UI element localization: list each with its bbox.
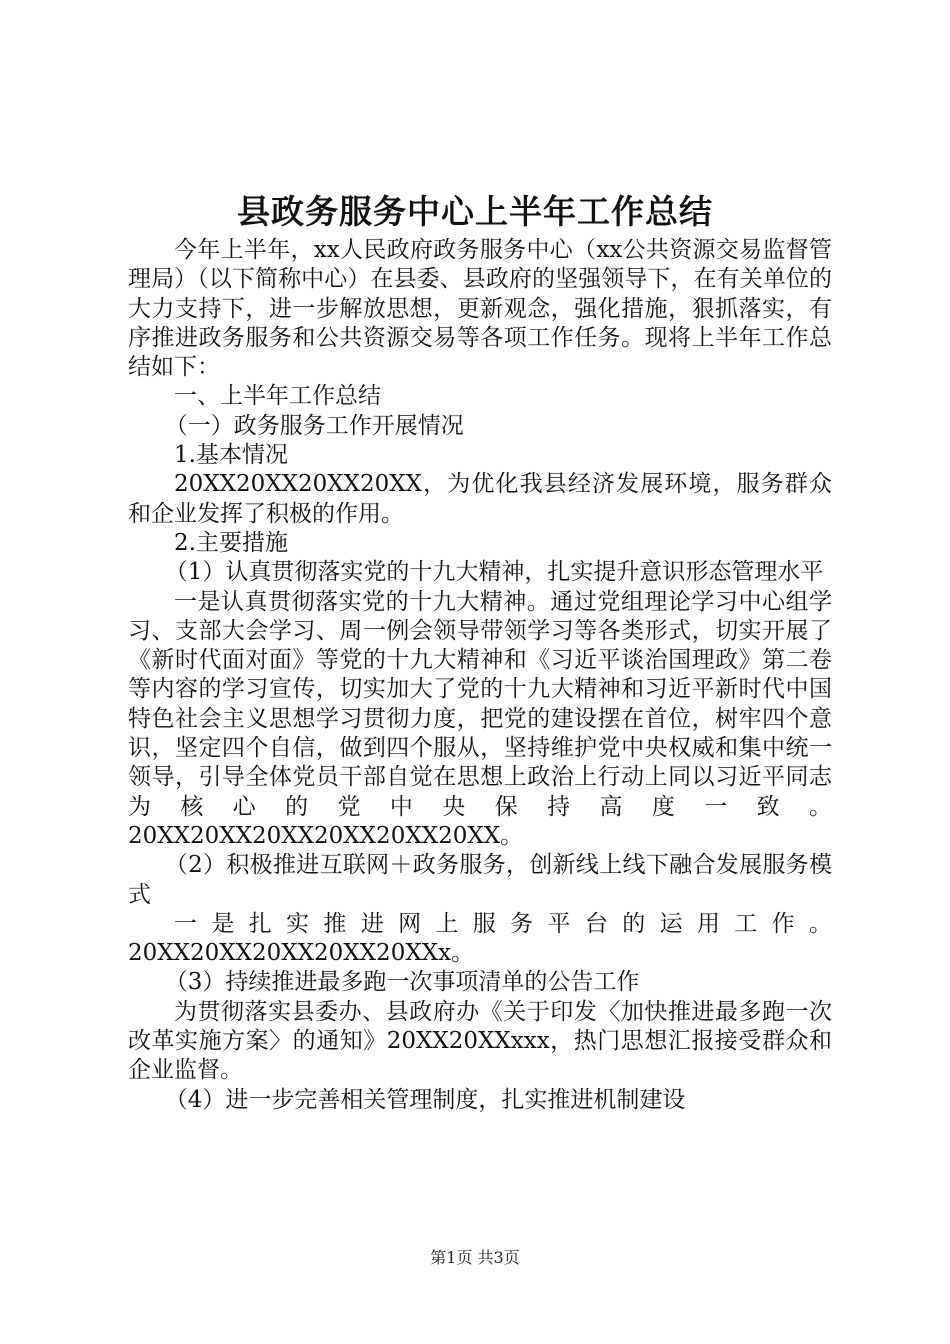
- measure-heading: （3）持续推进最多跑一次事项清单的公告工作: [164, 969, 640, 996]
- body-paragraph: 20XX20XX20XX20XX，为优化我县经济发展环境，服务群众和企业发挥了积极的作用。: [128, 471, 832, 527]
- intro-paragraph: 今年上半年，xx人民政府政务服务中心（xx公共资源交易监督管理局）（以下简称中心）在县委、县政府的坚强领导下，在有关单位的大力支持下，进一步解放思想，更新观念，强化措施，狠抓落实，有序推进政务服务和公共资源交易等各项工作任务。现将上半年工作总结如下：: [128, 237, 832, 381]
- item-heading: 2.主要措施: [174, 529, 288, 556]
- measure-heading: （4）进一步完善相关管理制度，扎实推进机制建设: [164, 1086, 686, 1113]
- item-heading: 1.基本情况: [174, 442, 288, 469]
- document-title: 县政务服务中心上半年工作总结: [237, 192, 713, 231]
- measure-heading: （2）积极推进互联网＋政务服务，创新线上线下融合发展服务模式: [128, 852, 832, 908]
- body-paragraph-continuation: 20XX20XX20XX20XX20XXx。: [128, 940, 475, 967]
- document-body: [128, 236, 832, 1115]
- body-paragraph: 一是认真贯彻落实党的十九大精神。通过党组理论学习中心组学习、支部大会学习、周一例会领导带领学习等各类形式，切实开展了《新时代面对面》等党的十九大精神和《习近平谈治国理政》第二卷等内容的学习宣传，切实加大了党的十九大精神和习近平新时代中国特色社会主义思想学习贯彻力度，把党的建设摆在首位，树牢四个意识，坚定四个自信，做到四个服从，坚持维护党中央权威和集中统一领导，引导全体党员干部自觉在思想上政治上行动上同以习近平同志为核心的党中央保持高度一致。20XX20XX20XX20XX20XX20XX。: [128, 588, 832, 849]
- page-number-footer: 第1页 共3页: [430, 1248, 520, 1267]
- body-paragraph: 为贯彻落实县委办、县政府办《关于印发〈加快推进最多跑一次改革实施方案〉的通知》20XX20XXxxx，热门思想汇报接受群众和企业监督。: [128, 998, 832, 1084]
- body-paragraph: 一是扎实推进网上服务平台的运用工作。: [174, 910, 832, 937]
- section-heading: 一、上半年工作总结: [174, 383, 381, 410]
- measure-heading: （1）认真贯彻落实党的十九大精神，扎实提升意识形态管理水平: [164, 559, 824, 586]
- subsection-heading: （一）政务服务工作开展情况: [164, 412, 464, 439]
